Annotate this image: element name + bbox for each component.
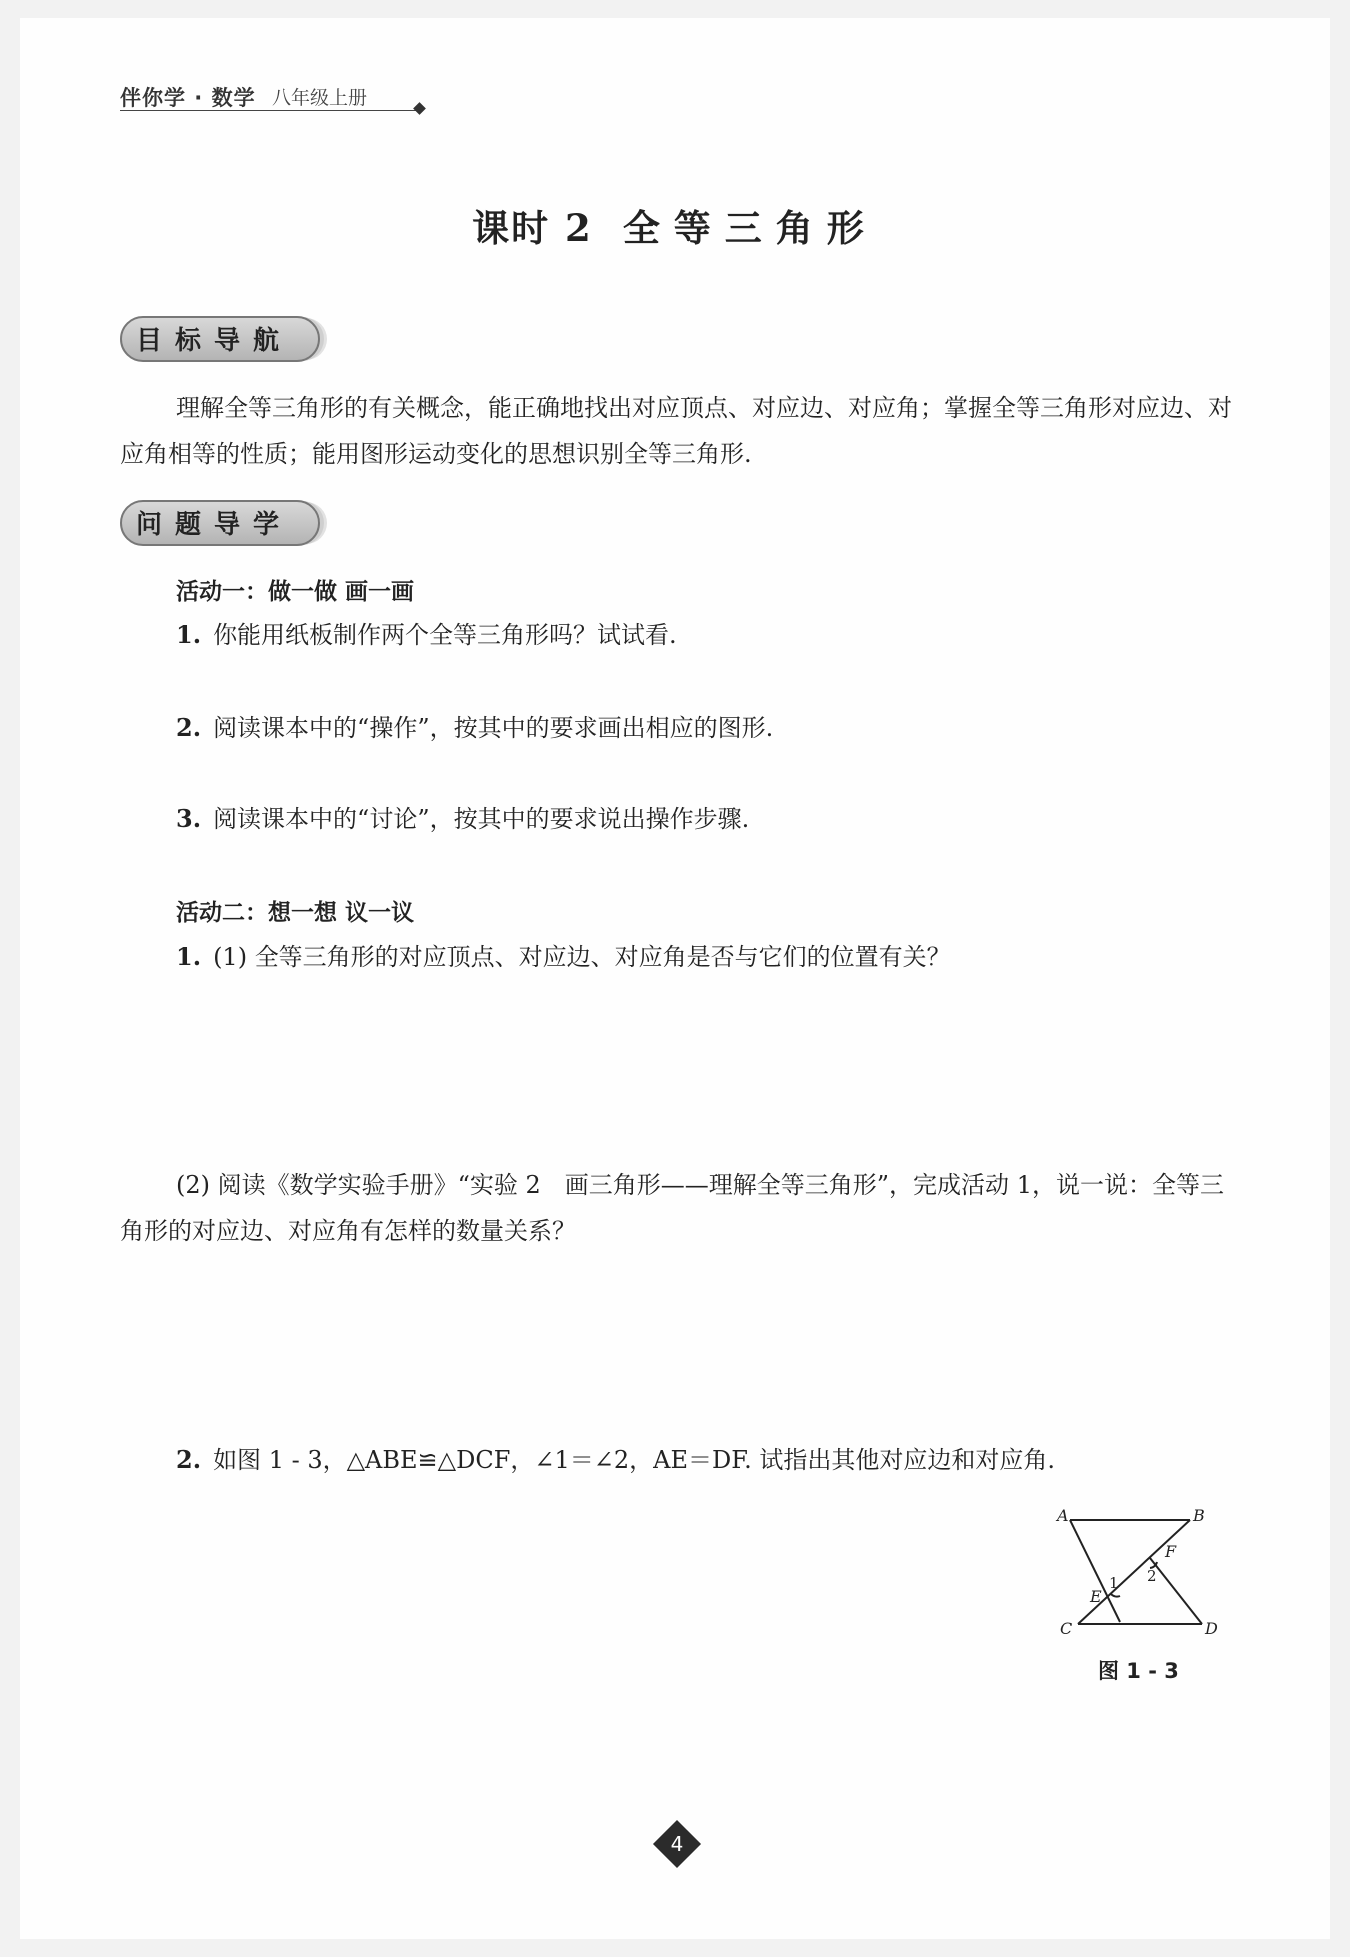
item-number: 2. — [176, 1445, 202, 1474]
activity1-heading: 活动一：做一做 画一画 — [176, 579, 415, 605]
item-number: 1. — [176, 620, 202, 649]
item-text: 如图 1 - 3，△ABE≌△DCF，∠1＝∠2，AE＝DF. 试指出其他对应边和对应角. — [213, 1446, 1056, 1474]
lesson-title — [0, 198, 1350, 252]
item-text: 阅读课本中的“讨论”，按其中的要求说出操作步骤. — [213, 805, 750, 833]
label-a: A — [1057, 1506, 1069, 1525]
activity2-q1a — [176, 934, 951, 980]
book-title: 伴你学 · 数学 — [120, 86, 256, 110]
label-b: B — [1193, 1506, 1205, 1525]
activity2-q1b: (2) 阅读《数学实验手册》“实验 2 画三角形——理解全等三角形”，完成活动 1，说一说：全等三角形的对应边、对应角有怎样的数量关系？ — [120, 1171, 1224, 1245]
goal-badge: 目标导航 — [120, 316, 320, 362]
figure-1-3 — [1040, 1500, 1240, 1650]
activity1-item-3 — [176, 796, 749, 842]
label-c: C — [1060, 1619, 1073, 1638]
goal-text: 理解全等三角形的有关概念，能正确地找出对应顶点、对应边、对应角；掌握全等三角形对应边、对应角相等的性质；能用图形运动变化的思想识别全等三角形. — [120, 394, 1232, 468]
item-text: 你能用纸板制作两个全等三角形吗？试试看. — [213, 621, 677, 649]
activity2-q2 — [176, 1437, 1055, 1483]
figure-caption: 图 1 - 3 — [1098, 1659, 1179, 1683]
item-number: 1. — [176, 942, 202, 971]
segment-ae — [1070, 1520, 1120, 1622]
activity1-item-1 — [176, 612, 677, 658]
activity2-heading: 活动二：想一想 议一议 — [176, 900, 415, 926]
segment-fd — [1150, 1558, 1202, 1624]
page-number: 4 — [670, 1832, 684, 1856]
label-d: D — [1205, 1619, 1218, 1638]
label-angle-2: 2 — [1147, 1567, 1157, 1585]
lesson-name: 全等三角形 — [622, 206, 878, 250]
item-number: 3. — [176, 804, 202, 833]
grade-label: 八年级上册 — [272, 87, 368, 109]
label-e: E — [1090, 1587, 1102, 1606]
header-rule — [120, 110, 420, 111]
angle-1-arc — [1111, 1594, 1120, 1597]
item-number: 2. — [176, 713, 202, 742]
label-f: F — [1165, 1542, 1177, 1561]
item-text: (1) 全等三角形的对应顶点、对应边、对应角是否与它们的位置有关？ — [213, 943, 951, 971]
label-angle-1: 1 — [1109, 1574, 1119, 1592]
lesson-number: 课时 2 — [472, 206, 593, 250]
problem-badge: 问题导学 — [120, 500, 320, 546]
activity1-item-2 — [176, 705, 773, 751]
item-text: 阅读课本中的“操作”，按其中的要求画出相应的图形. — [213, 714, 774, 742]
